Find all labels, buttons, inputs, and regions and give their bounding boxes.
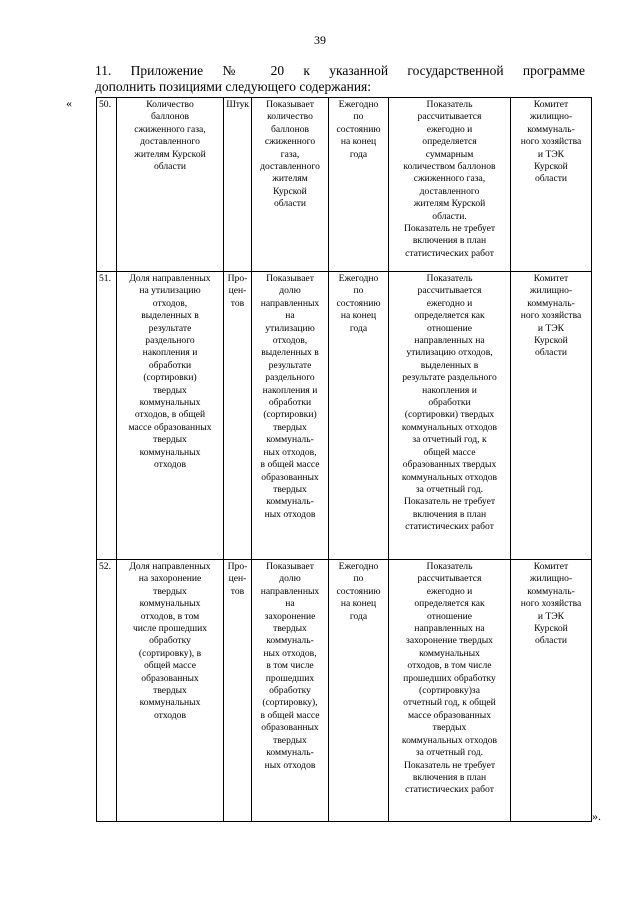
periodicity: Ежегодно по состоянию на конец года — [329, 98, 389, 272]
calculation-method: Показатель рассчитывается ежегодно и определяется суммарным количеством баллонов сжиженного газа, доставленного жителям Курской области. Показатель не требует включения в план статистических работ — [389, 98, 511, 272]
intro-line-2: дополнить позициями следующего содержания: — [95, 79, 372, 94]
unit-of-measure: Штук — [224, 98, 252, 272]
row-number: 52. — [97, 560, 117, 822]
row-number: 51. — [97, 272, 117, 560]
indicator-name: Доля направленных на утилизацию отходов, выделенных в результате раздельного накопления и обработки (сортировки) твердых коммунальных отходов, в общей массе образованных твердых коммунальных отходов — [117, 272, 224, 560]
calculation-method: Показатель рассчитывается ежегодно и определяется как отношение направленных на утилизацию отходов, выделенных в результате раздельного накопления и обработки (сортировки) твердых коммунальных отходов за отчетный год, к общей массе образованных твердых коммунальных отходов за отчетный год. Показатель не требует включения в план статистических работ — [389, 272, 511, 560]
page-number: 39 — [314, 33, 326, 47]
responsible-body: Комитет жилищно- коммуналь- ного хозяйства и ТЭК Курской области — [511, 272, 592, 560]
table-row — [97, 272, 592, 560]
indicator-definition: Показывает долю направленных на утилизацию отходов, выделенных в результате раздельного накопления и обработки (сортировки) твердых коммуналь- ных отходов, в общей массе образованных твердых коммуналь- ных отходов — [252, 272, 329, 560]
closing-quote: ». — [592, 809, 601, 823]
table-row — [97, 560, 592, 822]
unit-of-measure: Про- цен- тов — [224, 560, 252, 822]
table-row — [97, 98, 592, 272]
responsible-body: Комитет жилищно- коммуналь- ного хозяйства и ТЭК Курской области — [511, 560, 592, 822]
opening-quote: « — [66, 96, 72, 110]
indicators-table — [96, 97, 592, 822]
indicator-definition: Показывает количество баллонов сжиженного газа, доставленного жителям Курской области — [252, 98, 329, 272]
intro-line-1: 11. Приложение № 20 к указанной государственной программе — [95, 63, 585, 78]
calculation-method: Показатель рассчитывается ежегодно и определяется как отношение направленных на захоронение твердых коммунальных отходов, в том числе прошедших обработку (сортировку)за отчетный год, к общей массе образованных твердых коммунальных отходов за отчетный год. Показатель не требует включения в план статистических работ — [389, 560, 511, 822]
unit-of-measure: Про- цен- тов — [224, 272, 252, 560]
indicator-name: Количество баллонов сжиженного газа, доставленного жителям Курской области — [117, 98, 224, 272]
responsible-body: Комитет жилищно- коммуналь- ного хозяйства и ТЭК Курской области — [511, 98, 592, 272]
indicator-definition: Показывает долю направленных на захоронение твердых коммуналь- ных отходов, в том числе прошедших обработку (сортировку), в общей массе образованных твердых коммуналь- ных отходов — [252, 560, 329, 822]
periodicity: Ежегодно по состоянию на конец года — [329, 272, 389, 560]
periodicity: Ежегодно по состоянию на конец года — [329, 560, 389, 822]
indicator-name: Доля направленных на захоронение твердых коммунальных отходов, в том числе прошедших обработку (сортировку), в общей массе образованных твердых коммунальных отходов — [117, 560, 224, 822]
row-number: 50. — [97, 98, 117, 272]
